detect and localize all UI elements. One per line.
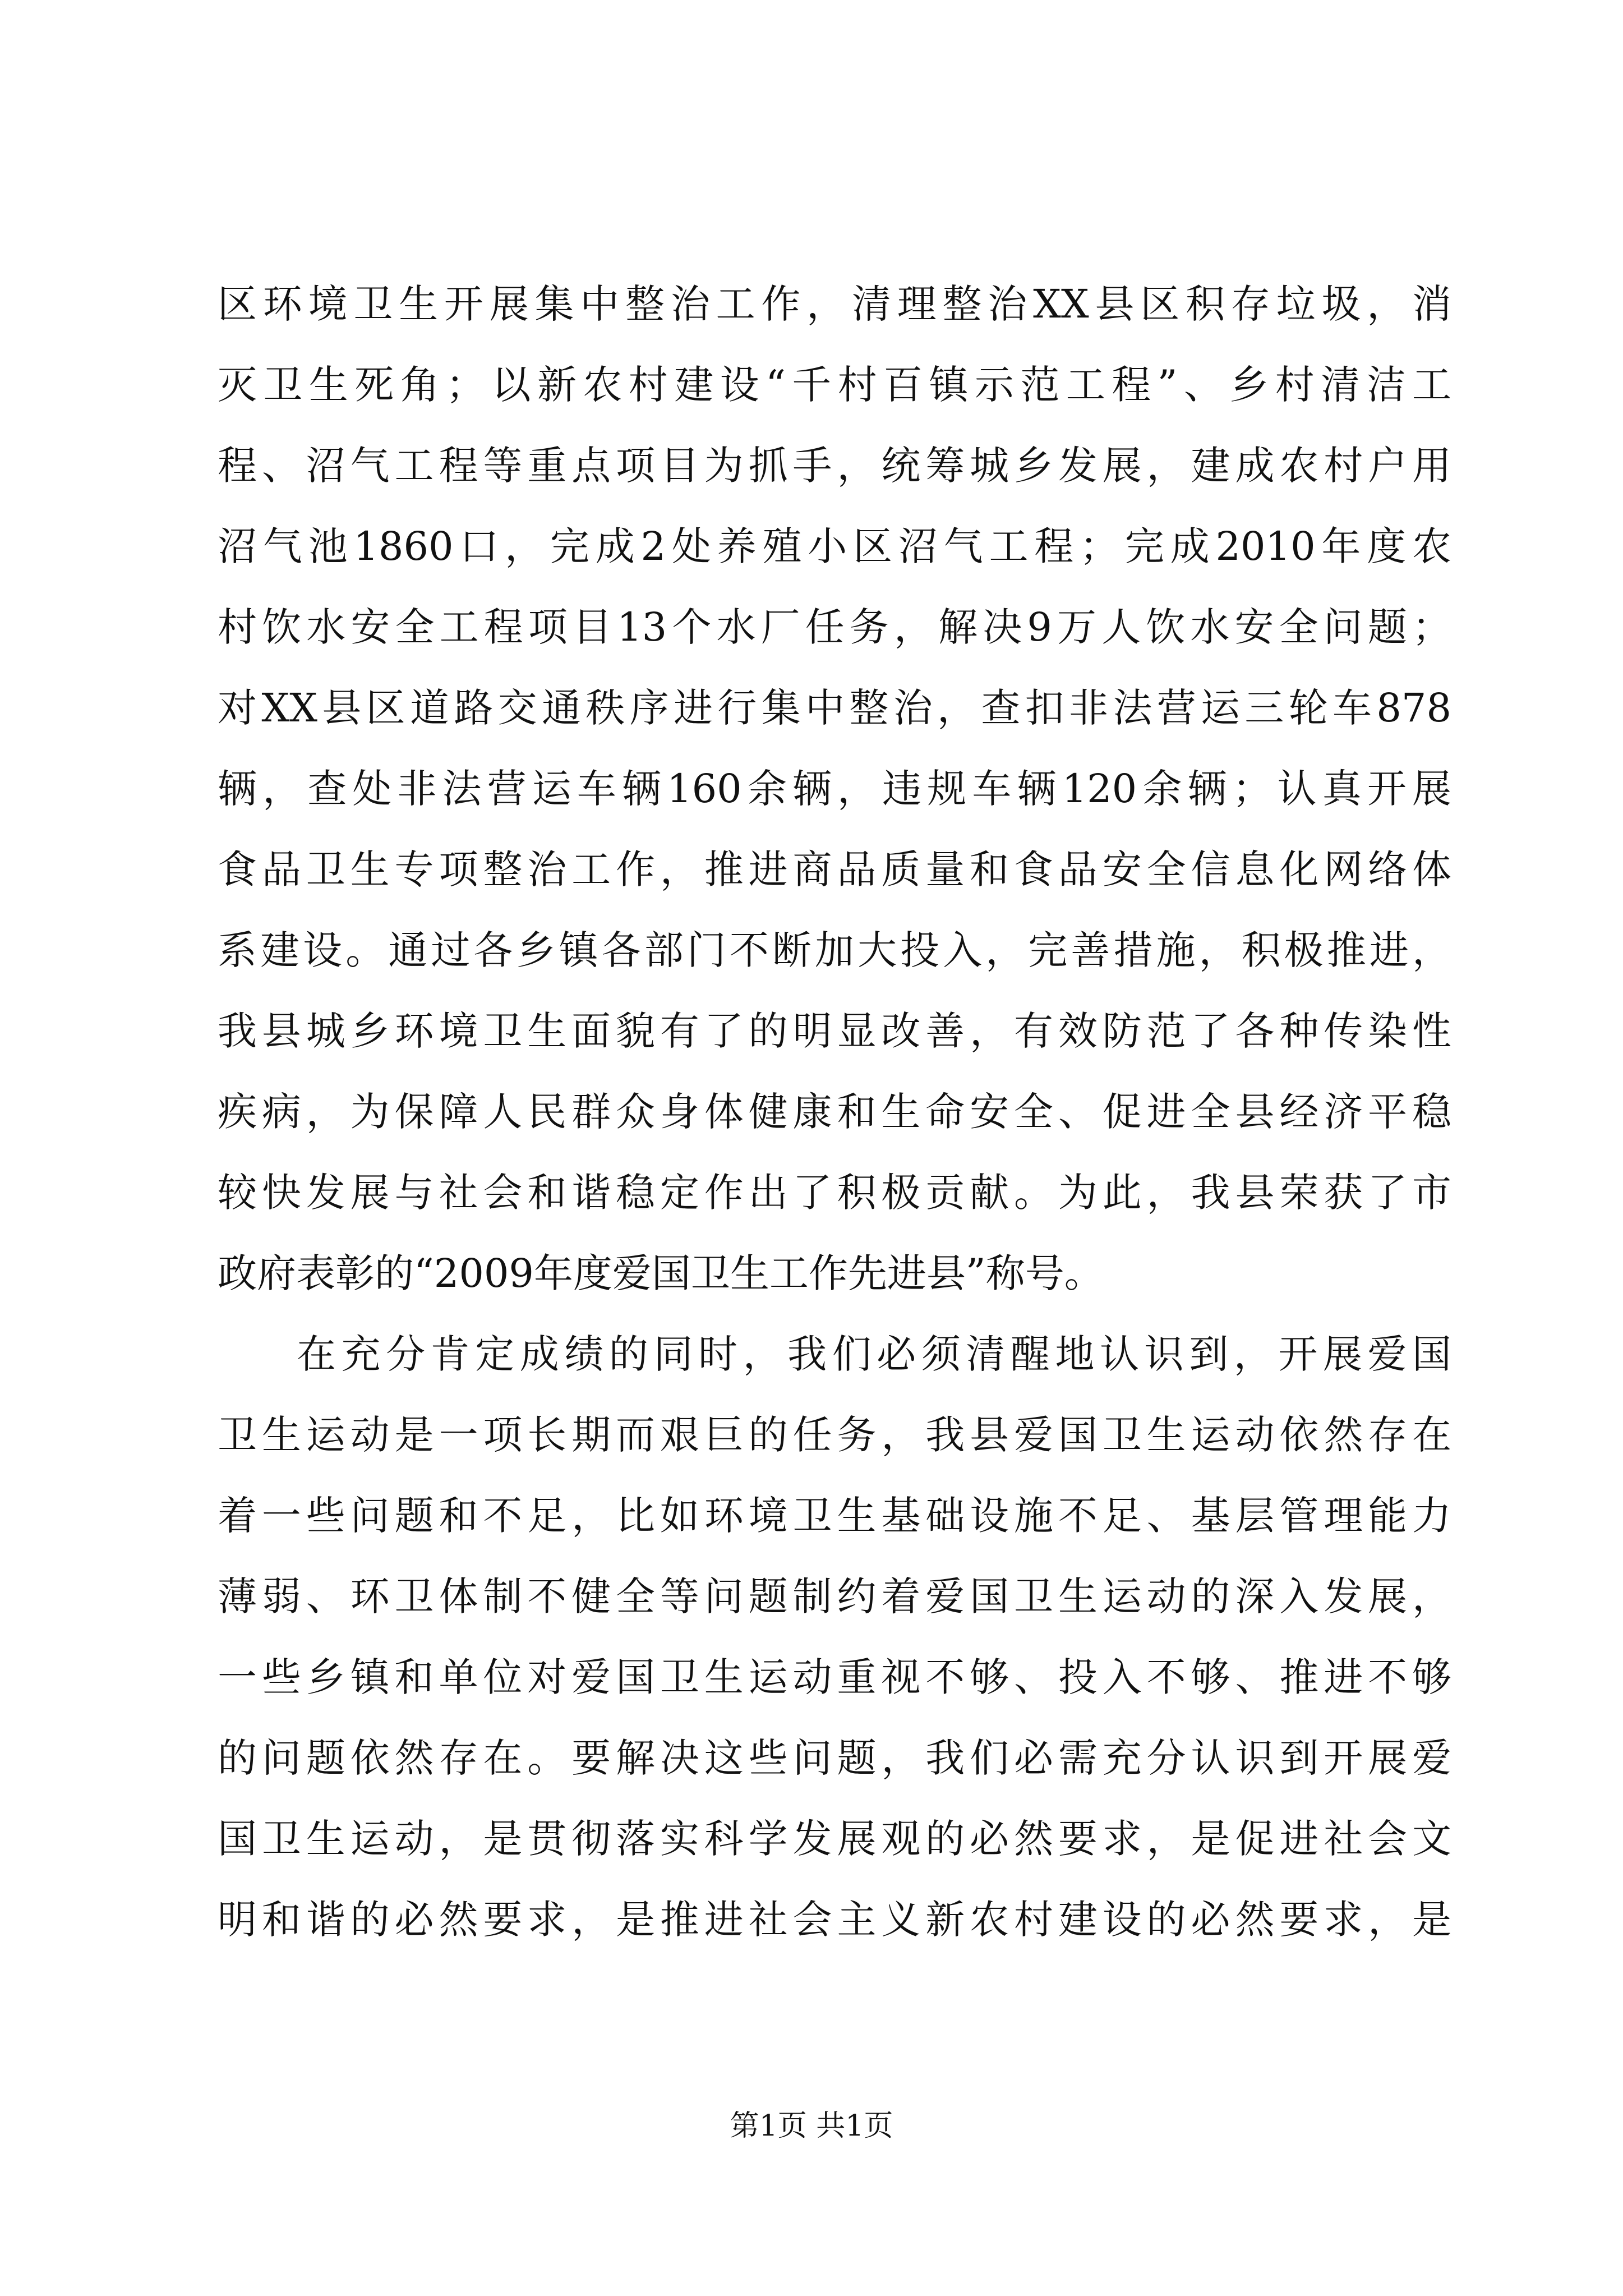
text-line: 程、沼气工程等重点项目为抓手，统筹城乡发展，建成农村户用 — [218, 443, 1451, 489]
text-line: 国卫生运动，是贯彻落实科学发展观的必然要求，是促进社会文 — [218, 1816, 1451, 1862]
paragraph — [218, 264, 1451, 1314]
text-line: 区环境卫生开展集中整治工作，清理整治XX县区积存垃圾，消 — [218, 281, 1451, 327]
text-line: 对XX县区道路交通秩序进行集中整治，查扣非法营运三轮车878 — [218, 685, 1451, 731]
text-line: 明和谐的必然要求，是推进社会主义新农村建设的必然要求，是 — [218, 1897, 1451, 1943]
text-line: 沼气池1860口，完成2处养殖小区沼气工程；完成2010年度农 — [218, 523, 1451, 569]
text-line: 的问题依然存在。要解决这些问题，我们必需充分认识到开展爱 — [218, 1735, 1451, 1781]
text-line: 卫生运动是一项长期而艰巨的任务，我县爱国卫生运动依然存在 — [218, 1412, 1451, 1458]
text-line: 着一些问题和不足，比如环境卫生基础设施不足、基层管理能力 — [218, 1493, 1451, 1539]
page-footer: 第1页 共1页 — [730, 2109, 893, 2143]
text-line: 系建设。通过各乡镇各部门不断加大投入，完善措施，积极推进， — [218, 927, 1451, 973]
text-line: 政府表彰的“2009年度爱国卫生工作先进县”称号。 — [218, 1250, 1104, 1296]
text-line: 疾病，为保障人民群众身体健康和生命安全、促进全县经济平稳 — [218, 1089, 1451, 1135]
text-line: 食品卫生专项整治工作，推进商品质量和食品安全信息化网络体 — [218, 846, 1451, 892]
text-line: 我县城乡环境卫生面貌有了的明显改善，有效防范了各种传染性 — [218, 1008, 1451, 1054]
document-body — [218, 264, 1451, 1960]
text-line: 辆，查处非法营运车辆160余辆，违规车辆120余辆；认真开展 — [218, 766, 1451, 812]
text-line: 一些乡镇和单位对爱国卫生运动重视不够、投入不够、推进不够 — [218, 1654, 1451, 1700]
text-line: 较快发展与社会和谐稳定作出了积极贡献。为此，我县荣获了市 — [218, 1170, 1451, 1216]
text-line: 灭卫生死角；以新农村建设“千村百镇示范工程”、乡村清洁工 — [218, 362, 1451, 408]
paragraph — [218, 1314, 1451, 1960]
text-line: 村饮水安全工程项目13个水厂任务，解决9万人饮水安全问题； — [218, 604, 1451, 650]
text-line: 薄弱、环卫体制不健全等问题制约着爱国卫生运动的深入发展， — [218, 1573, 1451, 1619]
text-line: 在充分肯定成绩的同时，我们必须清醒地认识到，开展爱国 — [297, 1331, 1451, 1377]
